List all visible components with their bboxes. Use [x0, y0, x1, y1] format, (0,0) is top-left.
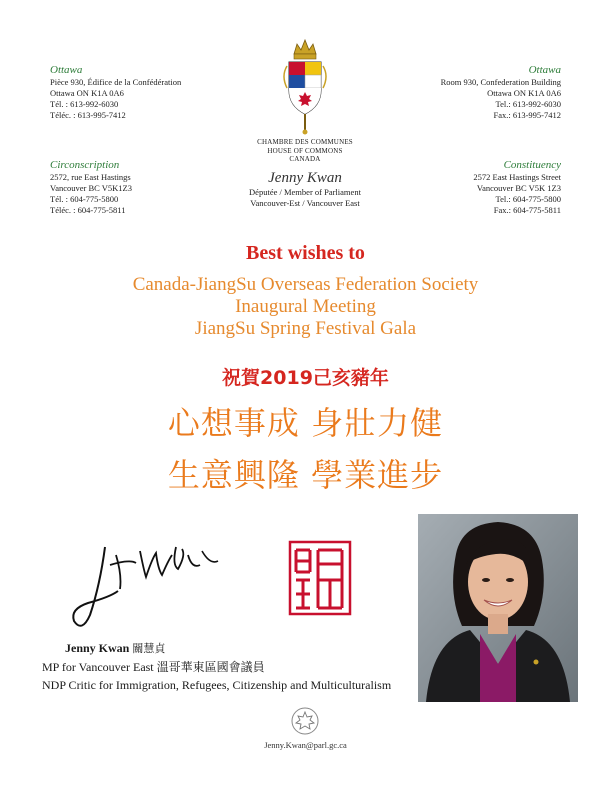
recycled-paper-icon [290, 706, 320, 736]
signatory-name-cn: 關慧貞 [132, 642, 166, 655]
address-line: Room 930, Confederation Building [440, 77, 561, 87]
wishes-heading: Best wishes to [246, 242, 365, 264]
phone-line: Tél. : 613-992-6030 [50, 99, 119, 109]
house-label-country: CANADA [289, 155, 321, 163]
event-line: JiangSu Spring Festival Gala [194, 318, 417, 339]
address-line: 2572 East Hastings Street [473, 172, 561, 182]
chinese-year-greeting: 祝賀2019己亥豬年 [222, 367, 389, 389]
signatory-critic-role: NDP Critic for Immigration, Refugees, Citizenship and Multiculturalism [42, 678, 392, 692]
fax-line: Fax.: 604-775-5811 [493, 205, 561, 215]
handwritten-signature [60, 525, 230, 635]
house-label-en: HOUSE OF COMMONS [267, 146, 343, 155]
member-role: Députée / Member of Parliament [249, 187, 361, 197]
ottawa-address-en [361, 64, 561, 121]
phone-line: Tél. : 604-775-5800 [50, 194, 119, 204]
fax-line: Téléc. : 613-995-7412 [50, 110, 126, 120]
address-line: 2572, rue East Hastings [50, 172, 131, 182]
phone-line: Tel.: 613-992-6030 [495, 99, 561, 109]
email-address: Jenny.Kwan@parl.gc.ca [264, 740, 347, 750]
chinese-blessing-2: 生意興隆 學業進步 [167, 456, 444, 494]
chinese-blessing-1: 心想事成 身壯力健 [167, 404, 444, 442]
city-label: Constituency [503, 159, 561, 171]
city-label: Ottawa [50, 64, 83, 76]
house-of-commons-crest-icon [277, 36, 333, 136]
member-name: Jenny Kwan [268, 170, 342, 186]
city-label: Ottawa [528, 64, 561, 76]
address-line: Vancouver BC V5K1Z3 [50, 183, 132, 193]
phone-line: Tel.: 604-775-5800 [495, 194, 561, 204]
member-riding: Vancouver-Est / Vancouver East [250, 198, 360, 208]
signature-block [65, 640, 425, 657]
event-title [0, 274, 611, 340]
member-block [205, 170, 405, 209]
address-line: Vancouver BC V5K 1Z3 [476, 183, 561, 193]
house-of-commons-label [225, 138, 385, 164]
signatory-title: MP for Vancouver East 溫哥華東區國會議員 [42, 660, 265, 674]
fax-line: Téléc. : 604-775-5811 [50, 205, 126, 215]
ottawa-address-fr [50, 64, 250, 121]
address-line: Ottawa ON K1A 0A6 [487, 88, 561, 98]
red-seal-stamp-icon [288, 540, 352, 616]
portrait-photo [418, 514, 578, 702]
address-line: Ottawa ON K1A 0A6 [50, 88, 124, 98]
city-label: Circonscription [50, 159, 120, 171]
fax-line: Fax.: 613-995-7412 [493, 110, 561, 120]
event-line: Canada-JiangSu Overseas Federation Society [132, 274, 479, 295]
event-line: Inaugural Meeting [235, 296, 376, 317]
house-label-fr: CHAMBRE DES COMMUNES [257, 138, 353, 146]
signatory-name: Jenny Kwan [65, 641, 130, 655]
address-line: Pièce 930, Édifice de la Confédération [50, 77, 182, 87]
